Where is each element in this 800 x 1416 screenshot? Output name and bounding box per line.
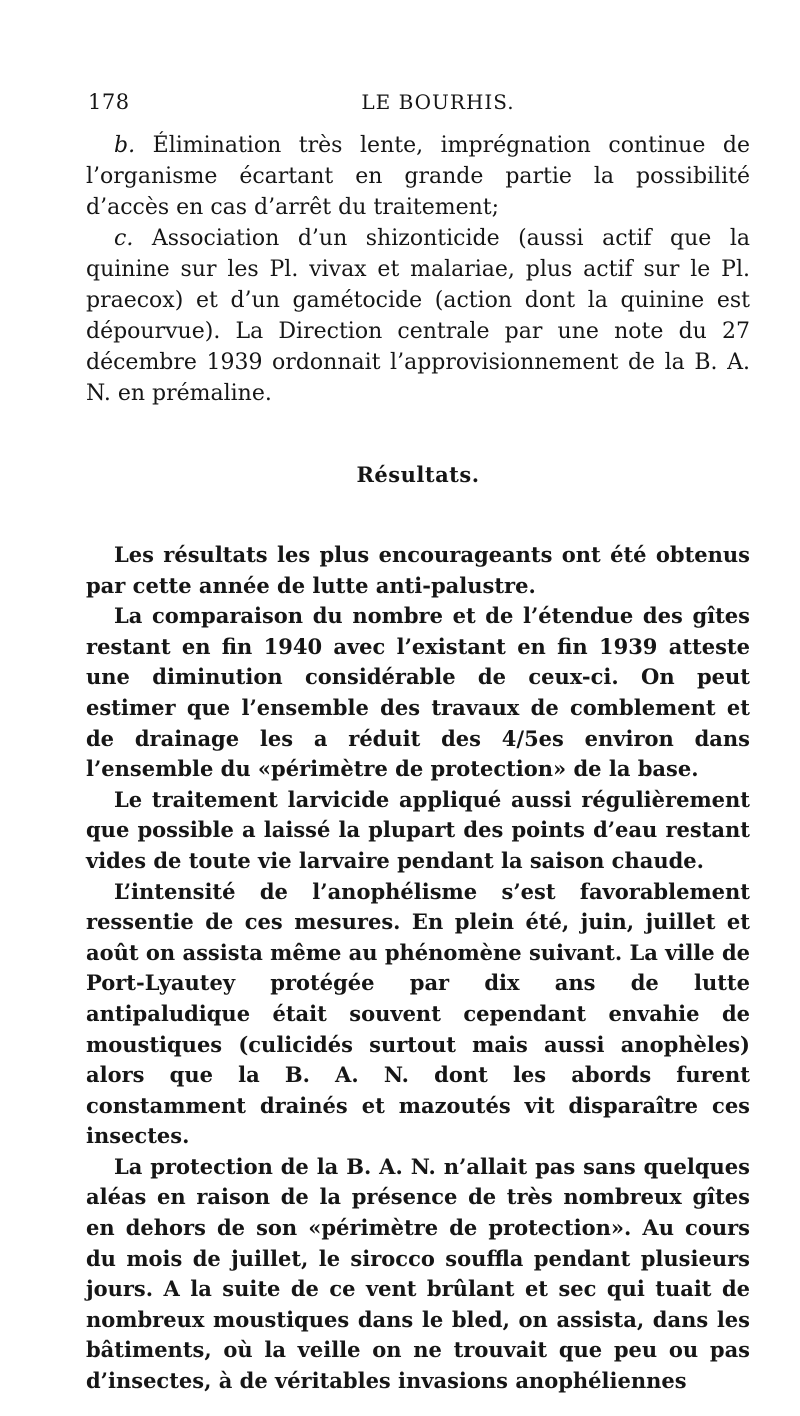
section-heading: Résultats. xyxy=(356,462,480,487)
paragraph: Les résultats les plus encourageants ont été obtenus par cette année de lutte anti-palustre. xyxy=(86,542,750,598)
paragraph: Le traitement larvicide appliqué aussi régulièrement que possible a laissé la plupart des points d’eau restant vides de toute vie larvaire pendant la saison chaude. xyxy=(86,786,750,873)
item-text: Association d’un shizonticide (aussi actif que la quinine sur les Pl. vivax et malariae, plus actif sur le Pl. praecox) et d’un gamétocide (action dont la quinine est dépourvue). La Direction centrale par une note du 27 décembre 1939 ordonnait l’approvisionnement de la B. A. N. en prémaline. xyxy=(86,226,750,406)
list-item-c xyxy=(86,223,750,409)
item-text: Élimination très lente, imprégnation continue de l’organisme écartant en grande partie la possibilité d’accès en cas d’arrêt du traitement; xyxy=(86,133,750,220)
body-paragraphs xyxy=(86,540,750,1397)
paragraph: La comparaison du nombre et de l’étendue des gîtes restant en fin 1940 avec l’existant en fin 1939 atteste une diminution considérable de ceux-ci. On peut estimer que l’ensemble des travaux de comblement et de drainage les a réduit des 4/5es environ dans l’ensemble du «périmètre de protection» de la base. xyxy=(86,603,750,782)
item-marker: b. xyxy=(114,133,136,158)
list-item-b xyxy=(86,130,750,223)
page-number: 178 xyxy=(88,90,130,114)
running-head xyxy=(88,90,748,120)
running-title: LE BOURHIS. xyxy=(361,90,515,114)
item-marker: c. xyxy=(114,226,134,251)
paragraph: L’intensité de l’anophélisme s’est favorablement ressentie de ces mesures. En plein été, juin, juillet et août on assista même au phénomène suivant. La ville de Port-Lyautey protégée par dix ans de lutte antipaludique était souvent cependant envahie de moustiques (culicidés surtout mais aussi anophèles) alors que la B. A. N. dont les abords furent constamment drainés et mazoutés vit disparaître ces insectes. xyxy=(86,878,750,1149)
paragraph: La protection de la B. A. N. n’allait pas sans quelques aléas en raison de la présence de très nombreux gîtes en dehors de son «périmètre de protection». Au cours du mois de juillet, le sirocco souffla pendant plusieurs jours. A la suite de ce vent brûlant et sec qui tuait de nombreux moustiques dans le bled, on assista, dans les bâtiments, où la veille on ne trouvait que peu ou pas d’insectes, à de véritables invasions anophéliennes xyxy=(86,1153,750,1394)
text-block xyxy=(86,130,750,1397)
